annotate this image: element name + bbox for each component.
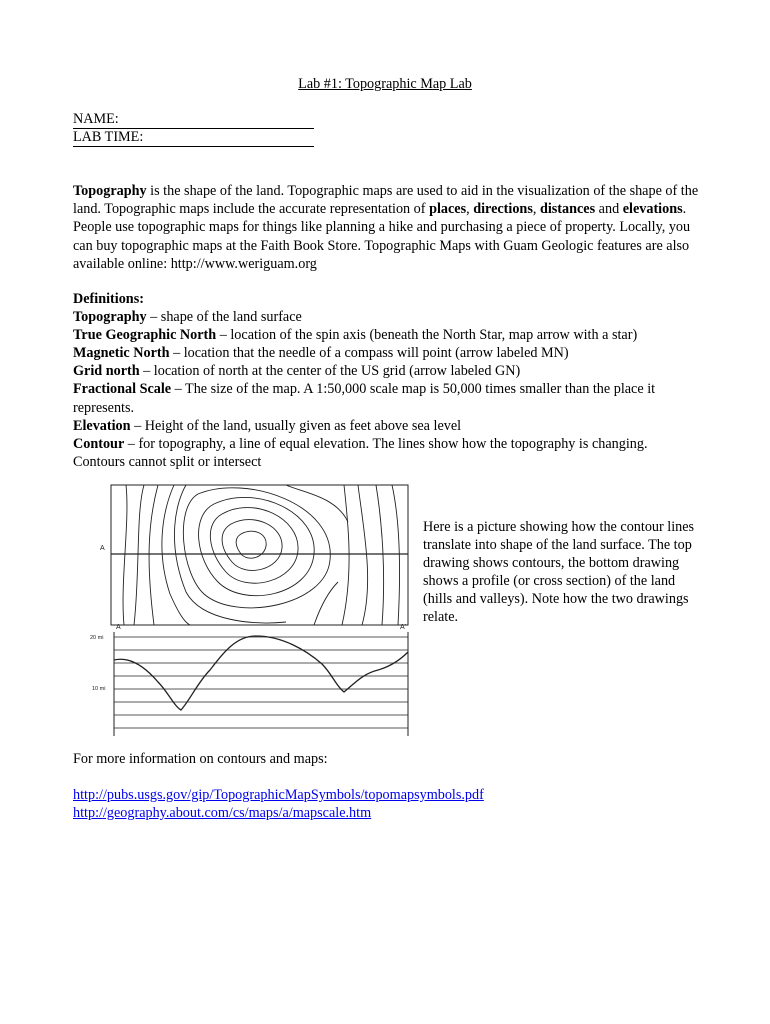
intro-text-2: , [466,201,474,218]
label-a-left-map: A [100,545,105,552]
definition-term: Fractional Scale [73,381,172,398]
intro-term-distances: distances [539,201,596,218]
geography-link[interactable]: http://geography.about.com/cs/maps/a/mapscale.htm [73,805,372,821]
definition-item [73,326,703,344]
more-info-heading: For more information on contours and maps: [73,751,328,767]
definition-term: Grid north [73,363,140,380]
figure-caption: Here is a picture showing how the contour lines translate into shape of the land surface. The top drawing shows contours, the bottom drawing shows a profile (or cross section) of the land (hills and valleys). Note how the two drawings relate. [423,519,695,626]
definition-term: Contour [73,435,125,452]
contour-map-frame [111,485,408,625]
definition-item [73,308,703,326]
contour-lines [123,485,400,625]
intro-text-1: is the shape of the land. Topographic maps are used to aid in the visualization of the shape of the land. Topographic maps include the accurate representation of [73,183,699,218]
contour-figure [86,482,412,738]
definition-desc: – location of the spin axis (beneath the North Star, map arrow with a star) [216,327,638,344]
definitions-heading: Definitions: [73,291,144,307]
intro-text-5: . People use topographic maps for things like planning a hike and purchasing a piece of property. Locally, you can buy topographic maps at the Faith Book Store. Topographic Maps with Guam Geologic features are also available online: http://www.weriguam.org [73,201,691,272]
definition-desc: – The size of the map. A 1:50,000 scale map is 50,000 times smaller than the place it represents. [73,381,656,416]
definition-item [73,435,695,471]
intro-term-places: places [429,201,467,218]
definition-item [73,380,695,416]
definition-item [73,344,703,362]
scale-mid-label: 10 mi [92,686,106,692]
definition-desc: – shape of the land surface [146,309,302,326]
definition-item [73,362,703,380]
reference-links [73,786,484,822]
definition-term: True Geographic North [73,327,217,344]
definition-term: Magnetic North [73,345,170,362]
lab-time-label: LAB TIME: [73,129,144,145]
definition-term: Elevation [73,417,131,434]
definition-item [73,417,703,435]
lab-time-field [73,129,314,147]
intro-term-elevations: elevations [622,201,683,218]
definition-term: Topography [73,309,147,326]
intro-text-3: , [532,201,540,218]
name-label: NAME: [73,111,119,127]
intro-text-4: and [595,201,623,218]
definition-desc: – for topography, a line of equal elevation. The lines show how the topography is changing. Contours cannot split or intersect [73,435,648,470]
definition-desc: – location of north at the center of the US grid (arrow labeled GN) [139,363,521,380]
scale-top-label: 20 mi [90,635,104,641]
usgs-link[interactable]: http://pubs.usgs.gov/gip/TopographicMapSymbols/topomapsymbols.pdf [73,787,484,803]
label-a-left: A [116,624,121,631]
definition-desc: – location that the needle of a compass will point (arrow labeled MN) [169,345,569,362]
intro-term-topography: Topography [73,183,147,199]
intro-term-directions: directions [473,201,533,218]
profile-curve [114,636,408,710]
page-title: Lab #1: Topographic Map Lab [298,76,472,92]
intro-paragraph [73,182,701,273]
label-a-right: A' [400,624,407,631]
definition-desc: – Height of the land, usually given as feet above sea level [130,417,462,434]
definitions-section [73,290,703,471]
name-field [73,111,314,129]
